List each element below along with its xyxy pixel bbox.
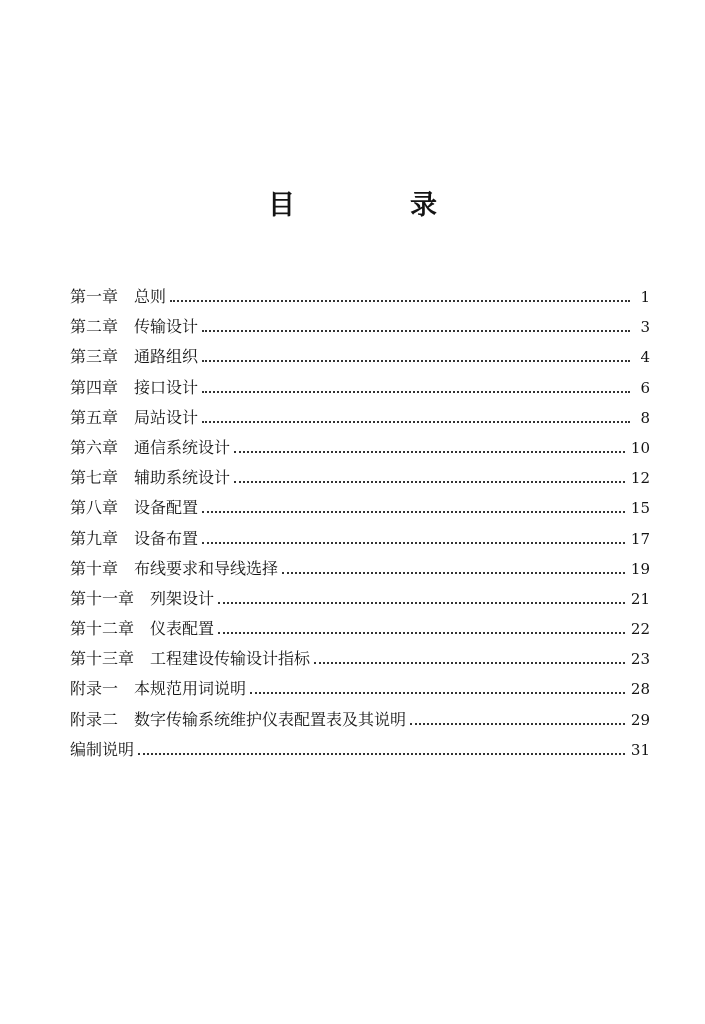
dot-leader xyxy=(314,662,625,664)
dot-leader xyxy=(250,692,625,694)
toc-entry[interactable] xyxy=(70,373,650,403)
dot-leader xyxy=(202,542,625,544)
toc-entry[interactable] xyxy=(70,433,650,463)
toc-page-number: 31 xyxy=(630,740,650,759)
toc-page-number: 6 xyxy=(640,378,650,397)
toc-entry-title: 通路组织 xyxy=(134,347,199,367)
toc-entry[interactable] xyxy=(70,614,650,644)
toc-chapter-label: 第七章 xyxy=(70,468,119,488)
toc-chapter-label: 第十二章 xyxy=(70,619,135,639)
toc-entry-title: 布线要求和导线选择 xyxy=(134,558,279,578)
toc-page-number: 19 xyxy=(630,559,650,578)
toc-entry[interactable] xyxy=(70,403,650,433)
dot-leader xyxy=(138,753,625,755)
toc-chapter-label: 第十一章 xyxy=(70,588,135,608)
dot-leader xyxy=(234,481,625,483)
toc-entry-title: 总则 xyxy=(134,287,167,306)
toc-entry[interactable] xyxy=(70,705,650,735)
page-title: 目 录 xyxy=(268,190,481,221)
toc-chapter-label: 第六章 xyxy=(70,437,119,457)
toc-entry-title: 工程建设传输设计指标 xyxy=(150,649,311,669)
toc-chapter-label: 第十章 xyxy=(70,558,119,578)
toc-entry-title: 本规范用词说明 xyxy=(134,679,247,699)
dot-leader xyxy=(202,421,630,423)
dot-leader xyxy=(234,451,625,453)
toc-entry[interactable] xyxy=(70,463,650,493)
toc-chapter-label: 第十三章 xyxy=(70,649,135,669)
toc-entry[interactable] xyxy=(70,342,650,372)
toc-chapter-label: 第五章 xyxy=(70,407,119,427)
table-of-contents xyxy=(70,282,650,765)
toc-chapter-label: 第八章 xyxy=(70,498,119,518)
dot-leader xyxy=(282,572,625,574)
toc-entry[interactable] xyxy=(70,735,650,765)
toc-chapter-label: 第九章 xyxy=(70,528,119,548)
dot-leader xyxy=(202,360,630,362)
toc-entry[interactable] xyxy=(70,644,650,674)
toc-page-number: 29 xyxy=(630,710,650,729)
toc-page-number: 22 xyxy=(630,620,650,639)
dot-leader xyxy=(202,330,630,332)
toc-entry-title: 列架设计 xyxy=(150,588,215,608)
dot-leader xyxy=(170,300,630,302)
dot-leader xyxy=(202,511,625,513)
toc-entry-title: 设备配置 xyxy=(134,498,199,518)
toc-page-number: 8 xyxy=(640,408,650,427)
toc-entry[interactable] xyxy=(70,584,650,614)
toc-page-number: 23 xyxy=(630,650,650,669)
toc-chapter-label: 第三章 xyxy=(70,347,119,367)
toc-entry-title: 数字传输系统维护仪表配置表及其说明 xyxy=(134,709,407,729)
toc-page-number: 21 xyxy=(630,589,650,608)
toc-entry[interactable] xyxy=(70,674,650,704)
toc-chapter-label: 第四章 xyxy=(70,377,119,397)
toc-chapter-label: 附录二 xyxy=(70,709,119,729)
toc-page-number: 17 xyxy=(630,529,650,548)
toc-entry-title: 编制说明 xyxy=(70,739,135,759)
dot-leader xyxy=(218,632,625,634)
toc-entry-title: 传输设计 xyxy=(134,317,199,337)
toc-chapter-label: 附录一 xyxy=(70,679,119,699)
toc-page-number: 1 xyxy=(640,288,650,306)
dot-leader xyxy=(202,391,630,393)
toc-page-number: 15 xyxy=(630,499,650,518)
toc-entry-title: 仪表配置 xyxy=(150,619,215,639)
toc-page-number: 12 xyxy=(630,469,650,488)
toc-entry[interactable] xyxy=(70,524,650,554)
toc-entry-title: 通信系统设计 xyxy=(134,437,231,457)
dot-leader xyxy=(218,602,625,604)
toc-entry[interactable] xyxy=(70,312,650,342)
toc-entry[interactable] xyxy=(70,554,650,584)
toc-page-number: 3 xyxy=(640,318,650,337)
toc-entry-title: 接口设计 xyxy=(134,377,199,397)
toc-entry-title: 辅助系统设计 xyxy=(134,468,231,488)
toc-page-number: 10 xyxy=(630,438,650,457)
toc-page-number: 28 xyxy=(630,680,650,699)
toc-chapter-label: 第二章 xyxy=(70,317,119,337)
dot-leader xyxy=(410,723,625,725)
toc-chapter-label: 第一章 xyxy=(70,287,119,306)
toc-entry[interactable] xyxy=(70,493,650,523)
toc-entry-title: 设备布置 xyxy=(134,528,199,548)
toc-entry-title: 局站设计 xyxy=(134,407,199,427)
toc-entry[interactable] xyxy=(70,282,650,312)
toc-page-number: 4 xyxy=(640,348,650,367)
